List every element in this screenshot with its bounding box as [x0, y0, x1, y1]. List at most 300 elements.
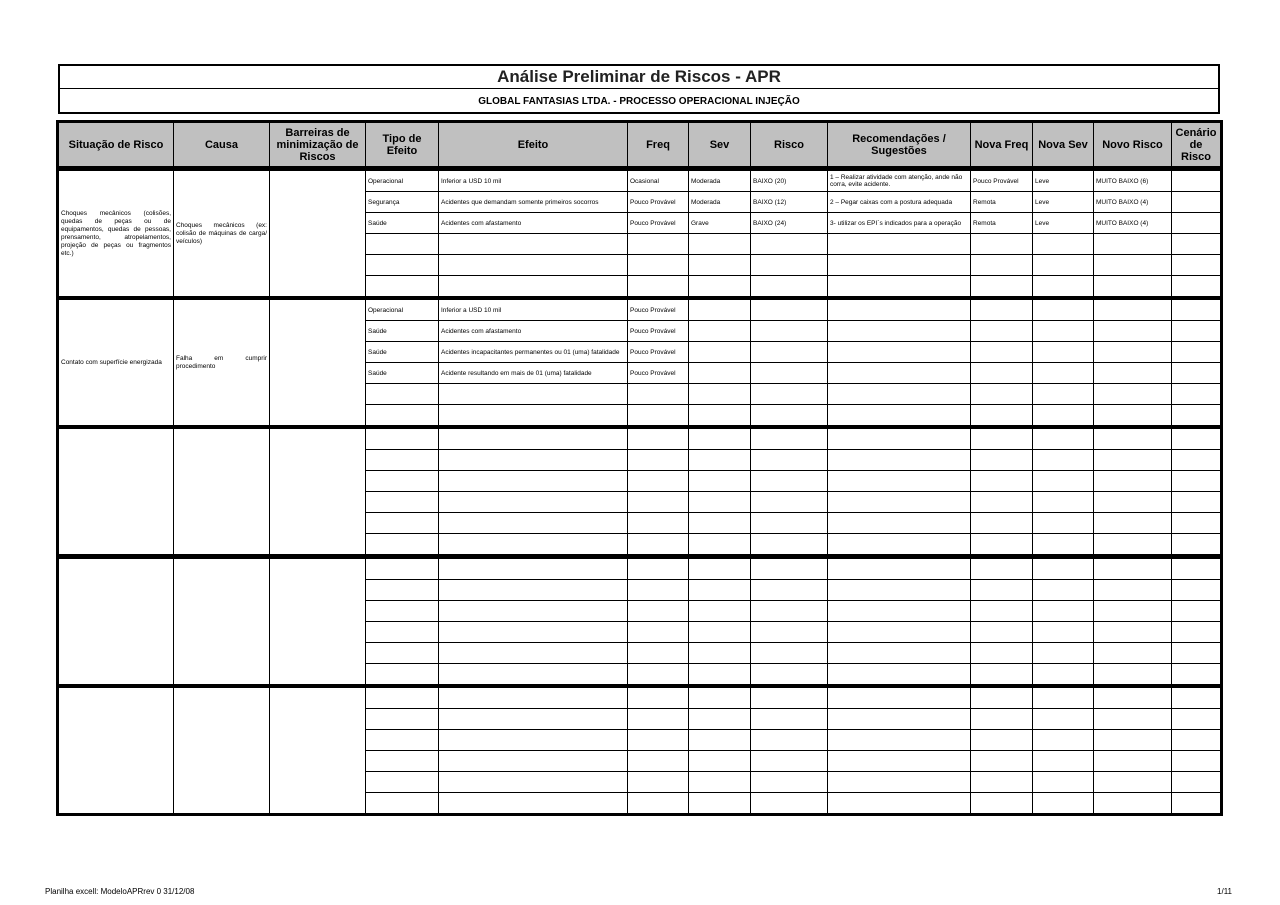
- nova-freq-cell: [971, 534, 1033, 555]
- cenario-cell: [1172, 730, 1221, 751]
- tipo-cell: [366, 793, 439, 814]
- cenario-cell: [1172, 643, 1221, 664]
- efeito-cell: [439, 429, 628, 450]
- recomendacao-cell: [828, 234, 971, 255]
- risco-cell: [751, 580, 828, 601]
- novo-risco-cell: [1094, 534, 1172, 555]
- cenario-cell: [1172, 622, 1221, 643]
- risco-cell: [751, 534, 828, 555]
- cenario-cell: [1172, 450, 1221, 471]
- situacao-cell: [59, 429, 174, 555]
- cenario-cell: [1172, 492, 1221, 513]
- recomendacao-cell: [828, 492, 971, 513]
- tipo-cell: Operacional: [366, 171, 439, 192]
- freq-cell: [628, 751, 689, 772]
- nova-freq-cell: [971, 363, 1033, 384]
- cenario-cell: [1172, 192, 1221, 213]
- situacao-cell: Choques mecânicos (colisões, quedas de peças ou de equipamentos, quedas de pessoas, prensamento, atropelamentos, projeção de peças ou fragmentos etc.): [59, 171, 174, 297]
- sev-cell: [689, 276, 751, 297]
- cenario-cell: [1172, 321, 1221, 342]
- nova-freq-cell: [971, 580, 1033, 601]
- efeito-cell: Inferior a USD 10 mil: [439, 171, 628, 192]
- sev-cell: [689, 471, 751, 492]
- risco-cell: [751, 405, 828, 426]
- cenario-cell: [1172, 384, 1221, 405]
- nova-freq-cell: [971, 300, 1033, 321]
- recomendacao-cell: [828, 559, 971, 580]
- freq-cell: Pouco Provável: [628, 342, 689, 363]
- nova-sev-cell: [1033, 342, 1094, 363]
- risco-cell: [751, 622, 828, 643]
- nova-sev-cell: Leve: [1033, 192, 1094, 213]
- nova-sev-cell: [1033, 688, 1094, 709]
- risco-cell: [751, 234, 828, 255]
- efeito-cell: Inferior a USD 10 mil: [439, 300, 628, 321]
- freq-cell: [628, 709, 689, 730]
- freq-cell: [628, 384, 689, 405]
- sev-cell: [689, 730, 751, 751]
- freq-cell: Pouco Provável: [628, 192, 689, 213]
- recomendacao-cell: [828, 580, 971, 601]
- nova-freq-cell: [971, 450, 1033, 471]
- recomendacao-cell: [828, 450, 971, 471]
- risco-cell: [751, 709, 828, 730]
- novo-risco-cell: [1094, 276, 1172, 297]
- nova-freq-cell: [971, 622, 1033, 643]
- barreiras-cell: [270, 429, 366, 555]
- barreiras-cell: [270, 300, 366, 426]
- nova-freq-cell: [971, 276, 1033, 297]
- sev-cell: [689, 601, 751, 622]
- risco-cell: [751, 471, 828, 492]
- tipo-cell: [366, 471, 439, 492]
- efeito-cell: [439, 471, 628, 492]
- nova-freq-cell: [971, 255, 1033, 276]
- col-header-freq: Freq: [628, 123, 689, 167]
- efeito-cell: [439, 622, 628, 643]
- nova-freq-cell: [971, 405, 1033, 426]
- nova-sev-cell: Leve: [1033, 171, 1094, 192]
- nova-sev-cell: [1033, 405, 1094, 426]
- nova-freq-cell: [971, 429, 1033, 450]
- nova-sev-cell: [1033, 300, 1094, 321]
- recomendacao-cell: 3- utilizar os EPI´s indicados para a operação: [828, 213, 971, 234]
- novo-risco-cell: [1094, 342, 1172, 363]
- nova-sev-cell: [1033, 450, 1094, 471]
- risco-cell: [751, 363, 828, 384]
- freq-cell: [628, 429, 689, 450]
- freq-cell: [628, 793, 689, 814]
- situacao-cell: Contato com superfície energizada: [59, 300, 174, 426]
- recomendacao-cell: [828, 405, 971, 426]
- nova-freq-cell: [971, 234, 1033, 255]
- risk-block: [58, 299, 1221, 426]
- recomendacao-cell: [828, 643, 971, 664]
- col-header-situacao: Situação de Risco: [59, 123, 174, 167]
- novo-risco-cell: [1094, 709, 1172, 730]
- sev-cell: [689, 513, 751, 534]
- risco-cell: [751, 643, 828, 664]
- sev-cell: [689, 405, 751, 426]
- freq-cell: [628, 234, 689, 255]
- nova-sev-cell: [1033, 622, 1094, 643]
- nova-freq-cell: [971, 601, 1033, 622]
- efeito-cell: [439, 384, 628, 405]
- recomendacao-cell: [828, 664, 971, 685]
- tipo-cell: [366, 730, 439, 751]
- risco-cell: [751, 492, 828, 513]
- sev-cell: [689, 492, 751, 513]
- risco-cell: [751, 255, 828, 276]
- col-header-tipo: Tipo de Efeito: [366, 123, 439, 167]
- freq-cell: [628, 580, 689, 601]
- tipo-cell: [366, 513, 439, 534]
- nova-sev-cell: [1033, 492, 1094, 513]
- risco-cell: [751, 429, 828, 450]
- cenario-cell: [1172, 580, 1221, 601]
- freq-cell: [628, 450, 689, 471]
- efeito-cell: [439, 580, 628, 601]
- risk-block: [58, 558, 1221, 685]
- causa-cell: Falha em cumprir procedimento: [174, 300, 270, 426]
- cenario-cell: [1172, 513, 1221, 534]
- cenario-cell: [1172, 171, 1221, 192]
- cenario-cell: [1172, 300, 1221, 321]
- recomendacao-cell: [828, 688, 971, 709]
- cenario-cell: [1172, 751, 1221, 772]
- recomendacao-cell: [828, 772, 971, 793]
- col-header-causa: Causa: [174, 123, 270, 167]
- sev-cell: [689, 429, 751, 450]
- novo-risco-cell: [1094, 751, 1172, 772]
- tipo-cell: [366, 643, 439, 664]
- risco-cell: [751, 730, 828, 751]
- report-title: Análise Preliminar de Riscos - APR: [60, 66, 1218, 89]
- risco-cell: BAIXO (12): [751, 192, 828, 213]
- nova-freq-cell: [971, 709, 1033, 730]
- freq-cell: Pouco Provável: [628, 321, 689, 342]
- freq-cell: Ocasional: [628, 171, 689, 192]
- novo-risco-cell: [1094, 384, 1172, 405]
- recomendacao-cell: [828, 300, 971, 321]
- freq-cell: [628, 559, 689, 580]
- efeito-cell: [439, 793, 628, 814]
- causa-cell: [174, 559, 270, 685]
- novo-risco-cell: [1094, 234, 1172, 255]
- table-row: [59, 300, 1221, 321]
- sev-cell: [689, 622, 751, 643]
- barreiras-cell: [270, 559, 366, 685]
- cenario-cell: [1172, 559, 1221, 580]
- tipo-cell: [366, 429, 439, 450]
- footer-file-info: Planilha excell: ModeloAPRrev 0 31/12/08: [45, 887, 195, 896]
- efeito-cell: [439, 751, 628, 772]
- risco-cell: [751, 601, 828, 622]
- cenario-cell: [1172, 405, 1221, 426]
- tipo-cell: [366, 276, 439, 297]
- nova-freq-cell: [971, 730, 1033, 751]
- novo-risco-cell: [1094, 664, 1172, 685]
- table-row: [59, 429, 1221, 450]
- efeito-cell: Acidentes com afastamento: [439, 321, 628, 342]
- sev-cell: [689, 751, 751, 772]
- tipo-cell: [366, 664, 439, 685]
- sev-cell: [689, 793, 751, 814]
- nova-sev-cell: [1033, 751, 1094, 772]
- sev-cell: [689, 688, 751, 709]
- risco-cell: [751, 793, 828, 814]
- efeito-cell: [439, 559, 628, 580]
- sev-cell: [689, 643, 751, 664]
- recomendacao-cell: [828, 513, 971, 534]
- nova-sev-cell: [1033, 730, 1094, 751]
- nova-sev-cell: [1033, 559, 1094, 580]
- cenario-cell: [1172, 534, 1221, 555]
- nova-sev-cell: [1033, 513, 1094, 534]
- report-subtitle: GLOBAL FANTASIAS LTDA. - PROCESSO OPERACIONAL INJEÇÃO: [478, 96, 800, 107]
- cenario-cell: [1172, 772, 1221, 793]
- table-row: [59, 171, 1221, 192]
- novo-risco-cell: [1094, 321, 1172, 342]
- novo-risco-cell: [1094, 471, 1172, 492]
- nova-sev-cell: [1033, 601, 1094, 622]
- sev-cell: [689, 450, 751, 471]
- novo-risco-cell: [1094, 772, 1172, 793]
- efeito-cell: Acidentes com afastamento: [439, 213, 628, 234]
- efeito-cell: [439, 643, 628, 664]
- novo-risco-cell: [1094, 363, 1172, 384]
- nova-freq-cell: [971, 559, 1033, 580]
- nova-sev-cell: [1033, 384, 1094, 405]
- cenario-cell: [1172, 276, 1221, 297]
- recomendacao-cell: [828, 255, 971, 276]
- nova-freq-cell: Pouco Provável: [971, 171, 1033, 192]
- nova-freq-cell: [971, 471, 1033, 492]
- freq-cell: [628, 471, 689, 492]
- nova-freq-cell: [971, 513, 1033, 534]
- tipo-cell: [366, 234, 439, 255]
- cenario-cell: [1172, 363, 1221, 384]
- nova-sev-cell: [1033, 471, 1094, 492]
- novo-risco-cell: [1094, 580, 1172, 601]
- recomendacao-cell: [828, 276, 971, 297]
- sev-cell: [689, 709, 751, 730]
- tipo-cell: [366, 559, 439, 580]
- nova-sev-cell: [1033, 234, 1094, 255]
- nova-sev-cell: [1033, 534, 1094, 555]
- cenario-cell: [1172, 471, 1221, 492]
- nova-sev-cell: [1033, 580, 1094, 601]
- efeito-cell: [439, 276, 628, 297]
- col-header-efeito: Efeito: [439, 123, 628, 167]
- freq-cell: [628, 622, 689, 643]
- nova-freq-cell: Remota: [971, 192, 1033, 213]
- freq-cell: Pouco Provável: [628, 300, 689, 321]
- recomendacao-cell: [828, 793, 971, 814]
- col-header-recomendacoes: Recomendações / Sugestões: [828, 123, 971, 167]
- tipo-cell: [366, 534, 439, 555]
- nova-sev-cell: [1033, 772, 1094, 793]
- novo-risco-cell: [1094, 622, 1172, 643]
- sev-cell: [689, 534, 751, 555]
- recomendacao-cell: [828, 429, 971, 450]
- tipo-cell: [366, 688, 439, 709]
- novo-risco-cell: [1094, 405, 1172, 426]
- sev-cell: [689, 255, 751, 276]
- efeito-cell: [439, 772, 628, 793]
- efeito-cell: [439, 513, 628, 534]
- recomendacao-cell: 1 – Realizar atividade com atenção, ande não corra, evite acidente.: [828, 171, 971, 192]
- tipo-cell: [366, 405, 439, 426]
- nova-freq-cell: [971, 688, 1033, 709]
- tipo-cell: Saúde: [366, 321, 439, 342]
- efeito-cell: [439, 730, 628, 751]
- nova-freq-cell: [971, 793, 1033, 814]
- risco-cell: [751, 513, 828, 534]
- recomendacao-cell: [828, 751, 971, 772]
- report-title-box: [58, 64, 1220, 114]
- efeito-cell: [439, 492, 628, 513]
- recomendacao-cell: [828, 321, 971, 342]
- freq-cell: Pouco Provável: [628, 213, 689, 234]
- sev-cell: [689, 384, 751, 405]
- efeito-cell: [439, 534, 628, 555]
- efeito-cell: [439, 255, 628, 276]
- col-header-novo-risco: Novo Risco: [1094, 123, 1172, 167]
- situacao-cell: [59, 688, 174, 814]
- novo-risco-cell: [1094, 601, 1172, 622]
- barreiras-cell: [270, 171, 366, 297]
- nova-sev-cell: [1033, 709, 1094, 730]
- nova-freq-cell: [971, 384, 1033, 405]
- sev-cell: [689, 664, 751, 685]
- tipo-cell: [366, 255, 439, 276]
- efeito-cell: [439, 450, 628, 471]
- novo-risco-cell: [1094, 255, 1172, 276]
- recomendacao-cell: [828, 601, 971, 622]
- nova-freq-cell: [971, 321, 1033, 342]
- col-header-nova-freq: Nova Freq: [971, 123, 1033, 167]
- risco-cell: [751, 688, 828, 709]
- nova-freq-cell: [971, 492, 1033, 513]
- recomendacao-cell: [828, 384, 971, 405]
- causa-cell: Choques mecânicos (ex: colisão de máquinas de carga/ veículos): [174, 171, 270, 297]
- nova-sev-cell: [1033, 664, 1094, 685]
- cenario-cell: [1172, 234, 1221, 255]
- footer-page-number: 1/11: [1217, 887, 1232, 896]
- causa-cell: [174, 688, 270, 814]
- col-header-sev: Sev: [689, 123, 751, 167]
- novo-risco-cell: [1094, 429, 1172, 450]
- freq-cell: [628, 276, 689, 297]
- freq-cell: [628, 534, 689, 555]
- novo-risco-cell: [1094, 730, 1172, 751]
- header-table: [58, 122, 1221, 167]
- efeito-cell: Acidente resultando em mais de 01 (uma) fatalidade: [439, 363, 628, 384]
- nova-freq-cell: [971, 664, 1033, 685]
- tipo-cell: [366, 622, 439, 643]
- novo-risco-cell: [1094, 300, 1172, 321]
- risk-block: [58, 170, 1221, 297]
- risk-block: [58, 687, 1221, 814]
- tipo-cell: [366, 450, 439, 471]
- risco-cell: [751, 664, 828, 685]
- freq-cell: [628, 688, 689, 709]
- tipo-cell: [366, 384, 439, 405]
- nova-sev-cell: [1033, 429, 1094, 450]
- efeito-cell: [439, 234, 628, 255]
- risco-cell: [751, 751, 828, 772]
- novo-risco-cell: [1094, 688, 1172, 709]
- tipo-cell: Segurança: [366, 192, 439, 213]
- novo-risco-cell: MUITO BAIXO (4): [1094, 213, 1172, 234]
- nova-freq-cell: [971, 342, 1033, 363]
- nova-freq-cell: [971, 751, 1033, 772]
- freq-cell: [628, 492, 689, 513]
- sev-cell: [689, 363, 751, 384]
- nova-freq-cell: Remota: [971, 213, 1033, 234]
- recomendacao-cell: [828, 709, 971, 730]
- risco-cell: BAIXO (24): [751, 213, 828, 234]
- risco-cell: [751, 772, 828, 793]
- efeito-cell: [439, 601, 628, 622]
- situacao-cell: [59, 559, 174, 685]
- col-header-nova-sev: Nova Sev: [1033, 123, 1094, 167]
- sev-cell: [689, 772, 751, 793]
- efeito-cell: Acidentes que demandam somente primeiros socorros: [439, 192, 628, 213]
- tipo-cell: [366, 601, 439, 622]
- sev-cell: [689, 234, 751, 255]
- novo-risco-cell: MUITO BAIXO (6): [1094, 171, 1172, 192]
- cenario-cell: [1172, 255, 1221, 276]
- col-header-risco: Risco: [751, 123, 828, 167]
- efeito-cell: [439, 664, 628, 685]
- nova-sev-cell: Leve: [1033, 213, 1094, 234]
- sev-cell: [689, 300, 751, 321]
- freq-cell: [628, 730, 689, 751]
- freq-cell: [628, 405, 689, 426]
- freq-cell: [628, 513, 689, 534]
- novo-risco-cell: [1094, 513, 1172, 534]
- sev-cell: [689, 559, 751, 580]
- efeito-cell: [439, 709, 628, 730]
- risco-cell: [751, 300, 828, 321]
- recomendacao-cell: [828, 622, 971, 643]
- cenario-cell: [1172, 429, 1221, 450]
- tipo-cell: Operacional: [366, 300, 439, 321]
- cenario-cell: [1172, 709, 1221, 730]
- nova-sev-cell: [1033, 793, 1094, 814]
- table-row: [59, 559, 1221, 580]
- efeito-cell: Acidentes incapacitantes permanentes ou 01 (uma) fatalidade: [439, 342, 628, 363]
- sev-cell: [689, 321, 751, 342]
- col-header-barreiras: Barreiras de minimização de Riscos: [270, 123, 366, 167]
- efeito-cell: [439, 688, 628, 709]
- freq-cell: [628, 643, 689, 664]
- recomendacao-cell: 2 – Pegar caixas com a postura adequada: [828, 192, 971, 213]
- tipo-cell: [366, 751, 439, 772]
- risk-block: [58, 428, 1221, 555]
- sev-cell: Grave: [689, 213, 751, 234]
- cenario-cell: [1172, 601, 1221, 622]
- freq-cell: [628, 772, 689, 793]
- novo-risco-cell: [1094, 450, 1172, 471]
- nova-sev-cell: [1033, 321, 1094, 342]
- novo-risco-cell: [1094, 793, 1172, 814]
- nova-sev-cell: [1033, 276, 1094, 297]
- novo-risco-cell: [1094, 643, 1172, 664]
- tipo-cell: [366, 580, 439, 601]
